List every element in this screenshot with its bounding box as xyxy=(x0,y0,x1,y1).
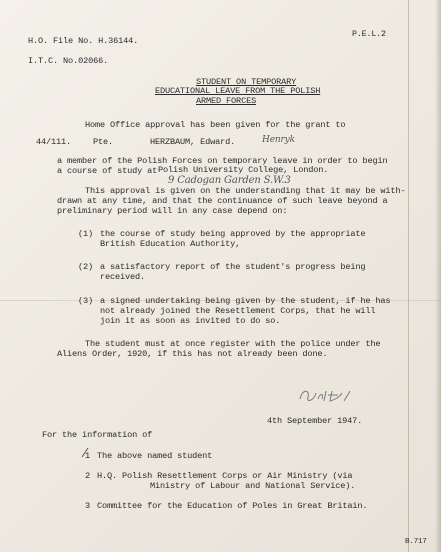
condition-1-line: British Education Authority, xyxy=(100,239,241,249)
distribution-1-line: The above named student xyxy=(97,451,213,461)
condition-intro-2: drawn at any time, and that the continuance of such leave beyond a xyxy=(57,196,388,206)
condition-intro-3: preliminary period will in any case depend on: xyxy=(57,206,288,216)
condition-2-number: (2) xyxy=(78,262,94,272)
title-line-1: STUDENT ON TEMPORARY xyxy=(196,77,297,87)
handwritten-address: 9 Cadogan Garden S.W.3 xyxy=(168,175,291,186)
itc-number: I.T.C. No.02066. xyxy=(28,56,109,66)
tick-mark xyxy=(80,445,96,461)
distribution-3-number: 3 xyxy=(85,501,91,511)
title-line-3: ARMED FORCES xyxy=(196,96,257,106)
student-rank: Pte. xyxy=(93,137,114,147)
member-line-1: a member of the Polish Forces on temporary leave in order to begin xyxy=(57,156,388,166)
handwritten-first-name: Henryk xyxy=(262,135,295,145)
condition-3-line: a signed undertaking being given by the student, if he has xyxy=(100,296,391,306)
distribution-2-number: 2 xyxy=(85,471,91,481)
page-edge-shadow xyxy=(435,0,441,552)
condition-2-line: received. xyxy=(100,272,146,282)
student-number: 44/111. xyxy=(36,137,72,147)
institution-name: Polish University College, London. xyxy=(158,165,329,175)
condition-1-line: the course of study being approved by the appropriate xyxy=(100,229,366,239)
form-code: B.717 xyxy=(405,538,427,546)
student-name: HERZBAUM, Edward. xyxy=(150,137,236,147)
distribution-2-line: Ministry of Labour and National Service). xyxy=(150,481,356,491)
fold-line xyxy=(408,0,409,552)
distribution-heading: For the information of xyxy=(42,430,153,440)
condition-3-number: (3) xyxy=(78,296,94,306)
member-line-2-prefix: a course of study at xyxy=(57,166,158,176)
distribution-3-line: Committee for the Education of Poles in Great Britain. xyxy=(97,501,368,511)
title-line-2: EDUCATIONAL LEAVE FROM THE POLISH xyxy=(155,86,321,96)
police-line-1: The student must at once register with the police under the xyxy=(85,339,381,349)
reference-code: P.E.L.2 xyxy=(352,30,386,39)
condition-3-line: join it as soon as invited to do so. xyxy=(100,316,281,326)
distribution-1-number: 1 xyxy=(85,451,91,461)
ho-file-number: H.O. File No. H.36144. xyxy=(28,36,139,46)
approval-line: Home Office approval has been given for the grant to xyxy=(85,120,346,130)
signature-date: 4th September 1947. xyxy=(267,416,363,426)
condition-3-line: not already joined the Resettlement Corps, that he will xyxy=(100,306,376,316)
condition-2-line: a satisfactory report of the student's progress being xyxy=(100,262,366,272)
police-line-2: Aliens Order, 1920, if this has not already been done. xyxy=(57,349,328,359)
condition-1-number: (1) xyxy=(78,229,94,239)
distribution-2-line: H.Q. Polish Resettlement Corps or Air Ministry (via xyxy=(97,471,353,481)
condition-intro-1: This approval is given on the understanding that it may be with- xyxy=(85,186,406,196)
